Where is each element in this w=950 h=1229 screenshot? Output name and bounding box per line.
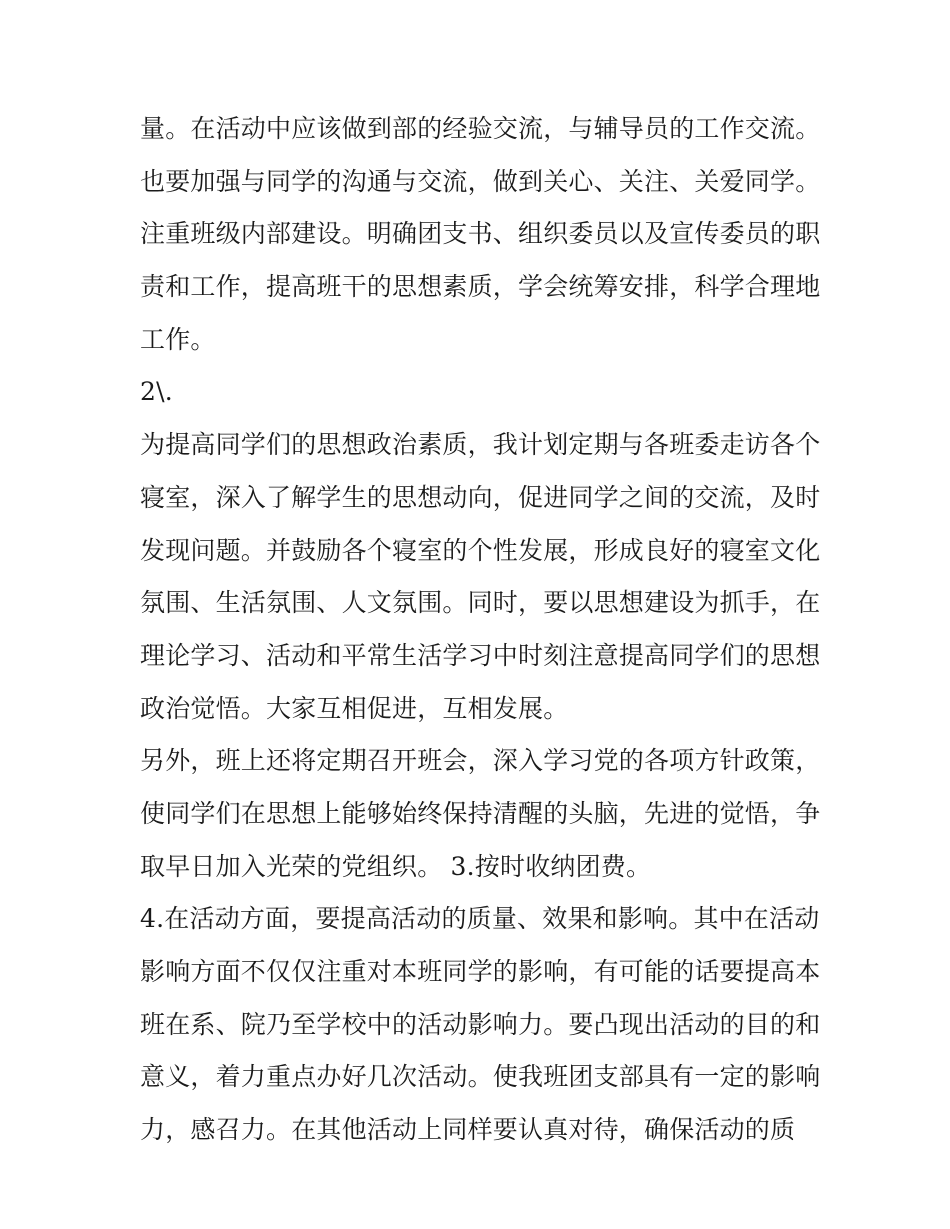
text-line: 工作。	[140, 324, 216, 354]
text-line: 注重班级内部建设。明确团支书、组织委员以及宣传委员的职	[140, 219, 821, 249]
text-line: 意义，着力重点办好几次活动。使我班团支部具有一定的影响	[140, 1062, 821, 1092]
section-number: 2\.	[140, 377, 173, 407]
text-line: 力，感召力。在其他活动上同样要认真对待，确保活动的质	[140, 1115, 796, 1145]
text-line: 理论学习、活动和平常生活学习中时刻注意提高同学们的思想	[140, 640, 821, 670]
text-line: 取早日加入光荣的党组织。 3.按时收纳团费。	[140, 851, 652, 881]
text-line: 班在系、院乃至学校中的活动影响力。要凸现出活动的目的和	[140, 1009, 821, 1039]
text-line: 责和工作，提高班干的思想素质，学会统筹安排，科学合理地	[140, 272, 821, 302]
text-line: 影响方面不仅仅注重对本班同学的影响，有可能的话要提高本	[140, 957, 821, 986]
text-line: 量。在活动中应该做到部的经验交流，与辅导员的工作交流。	[140, 114, 821, 143]
text-line: 为提高同学们的思想政治素质，我计划定期与各班委走访各个	[140, 430, 821, 460]
text-line: 使同学们在思想上能够始终保持清醒的头脑，先进的觉悟，争	[140, 798, 821, 828]
text-line: 氛围、生活氛围、人文氛围。同时，要以思想建设为抓手，在	[140, 588, 821, 618]
text-line: 另外，班上还将定期召开班会，深入学习党的各项方针政策，	[140, 746, 821, 776]
text-line: 4.在活动方面，要提高活动的质量、效果和影响。其中在活动	[140, 904, 820, 934]
document-body	[140, 103, 820, 1157]
text-line: 政治觉悟。大家互相促进，互相发展。	[140, 693, 569, 723]
text-line: 发现问题。并鼓励各个寝室的个性发展，形成良好的寝室文化	[140, 535, 821, 565]
text-line: 也要加强与同学的沟通与交流，做到关心、关注、关爱同学。	[140, 166, 821, 196]
text-line: 寝室，深入了解学生的思想动向，促进同学之间的交流，及时	[140, 482, 821, 512]
